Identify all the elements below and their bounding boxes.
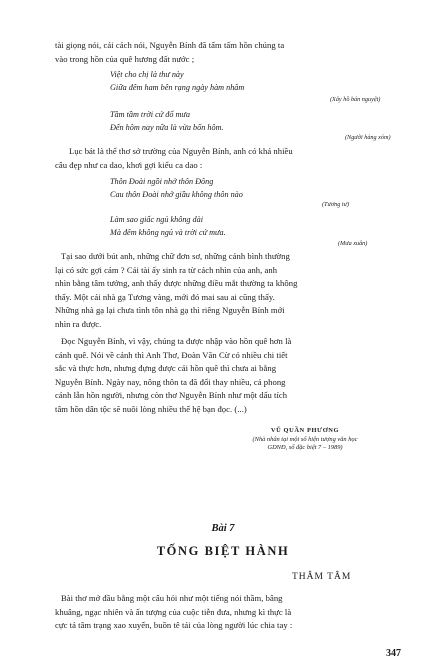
text-line: lại có sức gợi cảm ? Cái tài ấy sinh ra từ cách nhìn của anh, anh — [55, 264, 278, 275]
paragraph-3 — [55, 250, 407, 331]
poem-source-1: (Xây hồ bán nguyệt) — [330, 96, 381, 103]
text-line: sắc và thực hơn, nhưng đựng được cái hồn quê thì chưa ai bằng — [55, 363, 277, 373]
article-author: VŨ QUẦN PHƯƠNG — [270, 427, 340, 434]
text-line: thấy. Một cái nhà gạ Tương vàng, mới đó mai sau ai cũng thấy. — [55, 291, 275, 302]
text-line: Những nhà gạ lại chưa tình tôn nhà gạ thì riêng Nguyễn Bính mới — [55, 305, 285, 315]
text-line: Tại sao dưới bút anh, những chữ đơn sơ, những cảnh bình thường — [61, 251, 290, 261]
text-line: Đọc Nguyễn Bính, vì vậy, chúng ta được nhập vào hồn quê hơn là — [61, 336, 292, 346]
paragraph-4 — [55, 335, 407, 416]
text-line: nhìn bằng tâm tưởng, anh thấy được những điều mắt thường ta không — [55, 278, 298, 288]
poem-source-2: (Người hàng xóm) — [345, 134, 391, 141]
poem-line: Việt cho chị là thư này — [110, 70, 184, 79]
poem-line: Mà đêm không ngủ và trời cứ mưa. — [110, 228, 226, 237]
poem-excerpt-3 — [110, 175, 243, 201]
page-number: 347 — [386, 648, 401, 659]
text-line: Nguyễn Bính. Ngày nay, nông thôn ta đã đổi thay nhiều, cả phong — [55, 376, 286, 387]
poem-line: Thôn Đoài ngồi nhớ thôn Đông — [110, 177, 214, 186]
text-line: vào trong hồn của quê hương đất nước ; — [55, 53, 195, 64]
poem-excerpt-1 — [110, 68, 244, 94]
lesson-title: TỐNG BIỆT HÀNH — [156, 544, 290, 558]
text-line: cảnh quê. Nói về cảnh thì Anh Thơ, Đoàn Văn Cừ có nhiều chi tiết — [55, 349, 288, 360]
poem-line: Tầm tầm trời cứ đổ mưa — [110, 110, 190, 119]
poem-line: Làm sao giấc ngủ không dài — [110, 215, 204, 224]
poem-source-3: (Tương tư) — [322, 201, 350, 208]
text-line: cảnh lẫn hồn người, nhưng còn thơ Nguyễn Bính như một dấu tích — [55, 390, 288, 400]
poem-author: THÂM TÂM — [292, 572, 352, 582]
poem-line: Đến hôm nay nữa là vừa bốn hôm. — [110, 123, 224, 132]
lesson-number: Bài 7 — [211, 523, 235, 534]
poem-line: Giữa đêm ham bên rạng ngày hàm nhăm — [110, 83, 245, 92]
article-source-line: (Nhà nhân tại một số hiện tượng văn học — [252, 435, 358, 443]
poem-source-4: (Mưa xuân) — [338, 240, 368, 247]
intro-paragraph — [55, 592, 407, 633]
poem-excerpt-4 — [110, 213, 226, 239]
article-attribution — [205, 427, 405, 453]
text-line: nhìn ra được. — [55, 318, 102, 329]
poem-line: Cau thôn Đoài nhớ giầu không thôn nào — [110, 190, 243, 199]
paragraph-2 — [55, 145, 407, 172]
top-paragraph — [55, 39, 407, 66]
article-source-line: GDNĐ, số đặc biệt 7 – 1989) — [267, 444, 343, 451]
text-line: tài giọng nói, cái cách nói, Nguyễn Bính đã tấm tấm hồn chúng ta — [55, 40, 285, 50]
text-line: Bài thơ mở đầu bằng một câu hỏi như một tiếng nói thầm, bâng — [61, 593, 283, 603]
poem-excerpt-2 — [110, 108, 224, 134]
text-line: câu đẹp như ca dao, khơi gợi kiểu ca dao : — [55, 159, 203, 170]
text-line: cực tả tâm trạng xao xuyến, buồn tê tái của lòng người lúc chia tay : — [55, 620, 293, 630]
text-line: khuâng, ngạc nhiên và ấn tượng của cuộc tiễn đưa, nhưng kì thực là — [55, 606, 292, 617]
text-line: Lục bát là thể thơ sở trường của Nguyễn Bính, anh có khá nhiều — [69, 146, 293, 156]
text-line: tâm hồn dân tộc sẽ nuôi lòng nhiều thế hệ bạn đọc. (...) — [55, 403, 247, 414]
